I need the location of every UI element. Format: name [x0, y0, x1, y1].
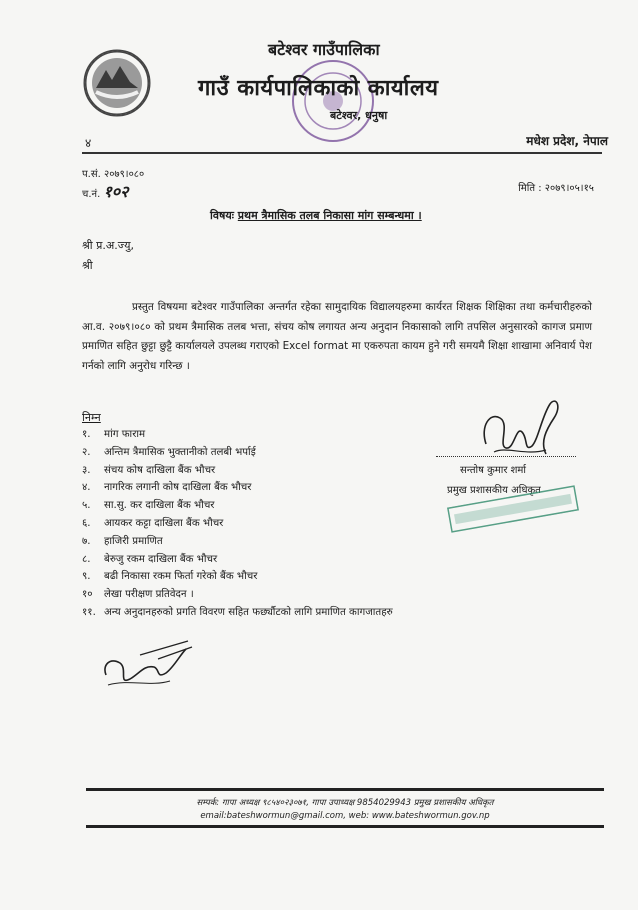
item-number: ८. — [82, 553, 91, 565]
list-item — [82, 444, 393, 462]
item-number: ४. — [82, 482, 91, 494]
list-item — [82, 604, 393, 622]
item-number: ७. — [82, 535, 91, 547]
list-item — [82, 533, 393, 551]
item-number: २. — [82, 446, 91, 458]
list-item — [82, 586, 393, 604]
item-text: बढी निकासा रकम फिर्ता गरेको बैंक भौचर — [104, 571, 258, 583]
cn-value: १०२ — [103, 182, 129, 201]
footer-web: email:bateshwormun@gmail.com, web: www.bateshwormun.gov.np — [200, 811, 490, 821]
office-name: गाउँ कार्यपालिकाको कार्यालय — [198, 76, 439, 101]
item-text: लेखा परीक्षण प्रतिवेदन । — [104, 589, 194, 601]
item-number: ११. — [82, 606, 96, 618]
recipient-line-1: श्री प्र.अ.ज्यु, — [82, 239, 134, 252]
item-text: मांग फाराम — [104, 429, 146, 440]
list-item — [82, 462, 393, 480]
footer-rule-bottom — [86, 825, 604, 828]
item-number: ६. — [82, 517, 91, 529]
reference-cn — [82, 180, 128, 202]
item-text: बेरुजु रकम दाखिला बैंक भौचर — [104, 553, 218, 565]
subject-label: विषयः — [210, 209, 234, 222]
province-name: मधेश प्रदेश, नेपाल — [526, 134, 608, 148]
subject-line — [210, 208, 422, 223]
item-text: संचय कोष दाखिला बैंक भौचर — [104, 464, 216, 476]
header-divider — [82, 152, 602, 154]
item-text: सा.सु. कर दाखिला बैंक भौचर — [104, 500, 215, 512]
list-item — [82, 479, 393, 497]
list-item — [82, 568, 393, 586]
initials-signature-icon — [100, 635, 195, 695]
ps-label: प.सं. — [82, 169, 101, 180]
letter-date: मिति : २०७९।०५।१५ — [518, 183, 594, 194]
list-item — [82, 497, 393, 515]
cn-label: च.नं. — [82, 189, 101, 200]
item-text: नागरिक लगानी कोष दाखिला बैंक भौचर — [104, 482, 252, 494]
item-number: ३. — [82, 464, 91, 476]
municipality-name: बटेश्वर गाउँपालिका — [268, 40, 380, 59]
signatory-name: सन्तोष कुमार शर्मा — [460, 465, 526, 476]
signatory-title: प्रमुख प्रशासकीय अधिकृत — [447, 485, 541, 496]
body-paragraph: प्रस्तुत विषयमा बटेश्वर गाउँपालिका अन्तर्गत रहेका सामुदायिक विद्यालयहरुमा कार्यरत शिक्षक शिक्षिका तथा कर्मचारीहरुको आ.व. २०७९।०८० को प्रथम त्रैमासिक तलब भत्ता, संचय कोष लगायत अन्य अनुदान निकासाको लागि तपसिल अनुसारको कागज प्रमाण प्रमाणित सहित छुट्टा छुट्टै कार्यालयले उपलब्ध गराएको Excel format मा एकरुपता कायम हुने गरी समयमै शिक्षा शाखामा अनिवार्य पेश गर्नको लागि अनुरोध गरिन्छ । — [82, 301, 592, 372]
list-item — [82, 426, 393, 444]
enclosure-heading: निम्न — [82, 411, 101, 424]
subject-text: प्रथम त्रैमासिक तलब निकासा मांग सम्बन्धमा । — [237, 209, 422, 222]
item-text: आयकर कट्टा दाखिला बैंक भौचर — [104, 517, 224, 529]
recipient-line-2: श्री — [82, 259, 93, 272]
item-text: अन्तिम त्रैमासिक भुक्तानीको तलबी भर्पाई — [104, 446, 256, 458]
footer-rule-top — [86, 788, 604, 791]
signature-line — [436, 456, 576, 457]
item-text: अन्य अनुदानहरुको प्रगति विवरण सहित फर्छ्यौटको लागि प्रमाणित कागजातहरु — [104, 606, 393, 618]
item-text: हाजिरी प्रमाणित — [104, 535, 163, 547]
enclosure-list — [82, 426, 393, 622]
ps-value: २०७९।०८० — [104, 169, 145, 180]
item-number: ९. — [82, 571, 91, 583]
item-number: ५. — [82, 500, 91, 512]
nepal-emblem-icon — [82, 48, 152, 118]
footer-contact: सम्पर्क: गापा अध्यक्ष ९८५४०२३०७१, गापा उपाध्यक्ष 9854029943 प्रमुख प्रशासकीय अधिकृत — [196, 798, 494, 808]
margin-mark: ४ — [85, 136, 92, 150]
reference-ps — [82, 166, 144, 180]
district-name: बटेश्वर, धनुषा — [330, 109, 388, 122]
list-item — [82, 551, 393, 569]
list-item — [82, 515, 393, 533]
item-number: १. — [82, 429, 91, 440]
item-number: १० — [82, 589, 93, 601]
